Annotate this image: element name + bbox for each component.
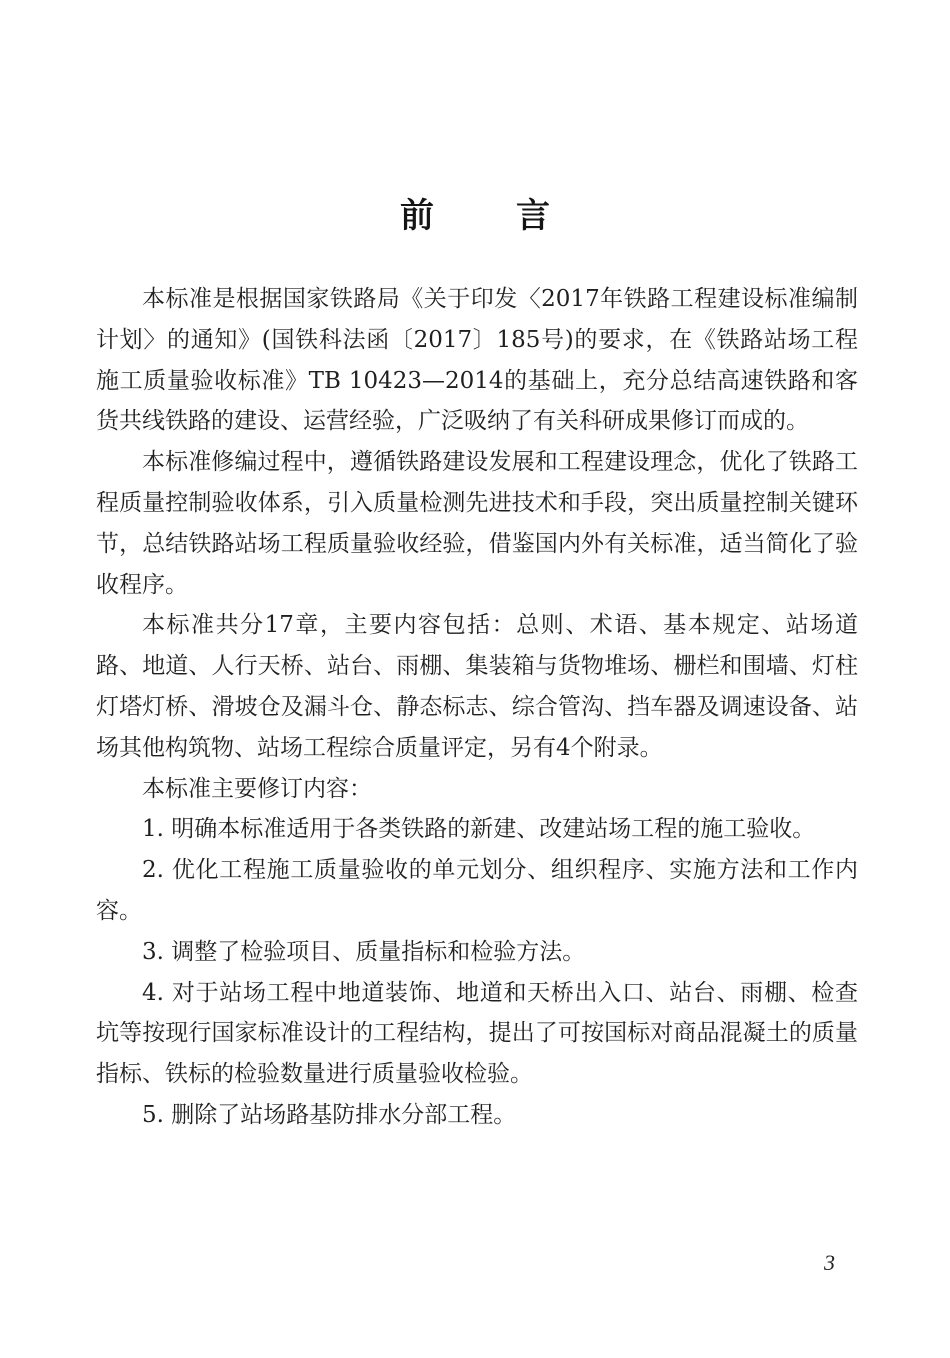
foreword-body (96, 279, 858, 1136)
paragraph-chapters: 本标准共分17章，主要内容包括：总则、术语、基本规定、站场道路、地道、人行天桥、站台、雨棚、集装箱与货物堆场、栅栏和围墙、灯柱灯塔灯桥、滑坡仓及漏斗仓、静态标志、综合管沟、挡车器及调速设备、站场其他构筑物、站场工程综合质量评定，另有4个附录。 (96, 612, 858, 761)
page-number: 3 (824, 1250, 835, 1275)
list-item-2: 2. 优化工程施工质量验收的单元划分、组织程序、实施方法和工作内容。 (96, 857, 858, 924)
list-item-4: 4. 对于站场工程中地道装饰、地道和天桥出入口、站台、雨棚、检查坑等按现行国家标准设计的工程结构，提出了可按国标对商品混凝土的质量指标、铁标的检验数量进行质量验收检验。 (96, 979, 858, 1088)
paragraph-revision-heading: 本标准主要修订内容： (142, 775, 372, 802)
page-title-char-2: 言 (516, 196, 550, 236)
list-item-3: 3. 调整了检验项目、质量指标和检验方法。 (142, 938, 586, 965)
list-item-5: 5. 删除了站场路基防排水分部工程。 (142, 1101, 517, 1128)
paragraph-revision-process: 本标准修编过程中，遵循铁路建设发展和工程建设理念，优化了铁路工程质量控制验收体系，引入质量检测先进技术和手段，突出质量控制关键环节，总结铁路站场工程质量验收经验，借鉴国内外有关标准，适当简化了验收程序。 (96, 449, 858, 598)
list-item-1: 1. 明确本标准适用于各类铁路的新建、改建站场工程的施工验收。 (142, 816, 816, 843)
page-title-char-1: 前 (400, 196, 434, 236)
page-title (0, 188, 950, 237)
paragraph-basis: 本标准是根据国家铁路局《关于印发〈2017年铁路工程建设标准编制计划〉的通知》(国铁科法函〔2017〕185号)的要求，在《铁路站场工程施工质量验收标准》TB 10423—2014的基础上，充分总结高速铁路和客货共线铁路的建设、运营经验，广泛吸纳了有关科研成果修订而成的。 (96, 286, 858, 435)
